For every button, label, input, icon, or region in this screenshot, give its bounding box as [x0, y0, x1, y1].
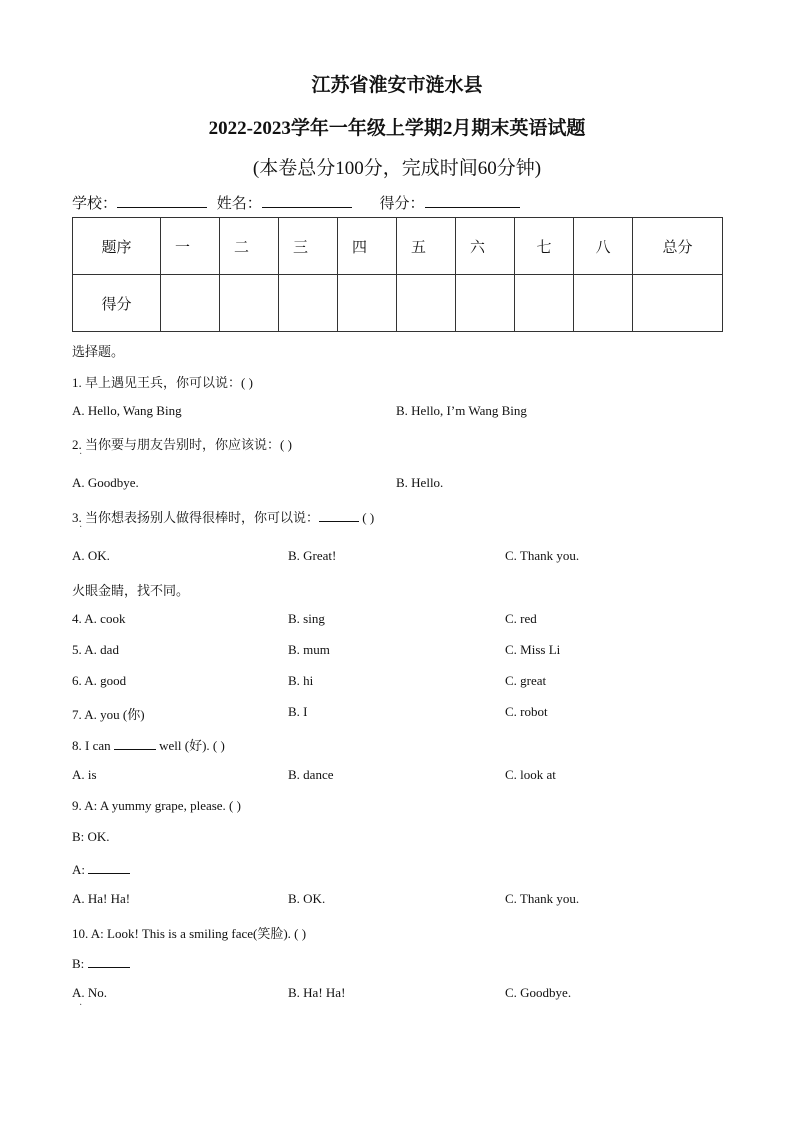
title-line-1: 江苏省淮安市涟水县 [311, 75, 483, 96]
q7-option-a: 7. A. you (你) [72, 707, 145, 722]
q4-option-a: 4. A. cook [72, 611, 126, 626]
q7-option-b: B. I [288, 704, 308, 719]
q2-option-b: B. Hello. [396, 475, 444, 490]
name-blank[interactable] [262, 194, 352, 208]
student-info-line [72, 192, 520, 213]
q9-option-a: A. Ha! Ha! [72, 891, 131, 906]
q8-option-c: C. look at [505, 767, 556, 782]
q3-option-a: A. OK. [72, 548, 110, 563]
header-cell: 总分 [633, 218, 723, 275]
score-table-header-row [73, 218, 723, 275]
q3-stem-text: 3. 当你想表扬别人做得很棒时，你可以说： [72, 510, 320, 525]
header-cell: 七 [515, 218, 574, 275]
score-table-score-row [73, 275, 723, 332]
q9-option-c: C. Thank you. [505, 891, 580, 906]
score-label: 得分： [379, 196, 425, 212]
header-cell: 六 [456, 218, 515, 275]
q9-option-b: B. OK. [288, 891, 326, 906]
q3-stem [72, 507, 374, 526]
score-blank[interactable] [425, 194, 520, 208]
q10-option-a: A. No. [72, 985, 108, 1000]
score-cell[interactable] [220, 275, 279, 332]
q9-speaker: A: [72, 862, 89, 877]
q8-option-a: A. is [72, 767, 97, 782]
score-cell[interactable] [574, 275, 633, 332]
header-cell: 四 [338, 218, 397, 275]
header-cell: 题序 [73, 218, 161, 275]
school-blank[interactable] [117, 194, 207, 208]
q8-option-b: B. dance [288, 767, 334, 782]
q6-option-a: 6. A. good [72, 673, 127, 688]
q4-option-b: B. sing [288, 611, 325, 626]
q8-stem [72, 735, 225, 754]
q10-speaker: B: [72, 956, 88, 971]
score-cell[interactable] [161, 275, 220, 332]
q3-option-c: C. Thank you. [505, 548, 580, 563]
q10-option-b: B. Ha! Ha! [288, 985, 346, 1000]
q1-stem: 1. 早上遇见王兵，你可以说：( ) [72, 375, 253, 390]
score-cell[interactable] [338, 275, 397, 332]
q2-option-a: A. Goodbye. [72, 475, 139, 490]
bullet-mark: · [79, 1000, 83, 1011]
header-cell: 五 [397, 218, 456, 275]
q5-option-c: C. Miss Li [505, 642, 561, 657]
q4-option-c: C. red [505, 611, 537, 626]
q1-option-a: A. Hello, Wang Bing [72, 403, 182, 418]
q3-stem-paren: ( ) [359, 510, 375, 525]
header-cell: 三 [279, 218, 338, 275]
score-cell[interactable] [456, 275, 515, 332]
school-label: 学校： [72, 196, 118, 212]
q8-stem-rest: well (好). ( ) [155, 738, 225, 753]
header-cell: 八 [574, 218, 633, 275]
q8-answer-blank[interactable] [114, 736, 156, 750]
name-label: 姓名： [216, 196, 262, 212]
q3-option-b: B. Great! [288, 548, 337, 563]
subtitle: (本卷总分100分，完成时间60分钟) [252, 158, 542, 179]
q9-dialogue-blank-line [72, 860, 130, 878]
q9-dialogue-line: B: OK. [72, 829, 110, 844]
bullet-mark: · [79, 522, 83, 533]
header-cell: 一 [161, 218, 220, 275]
q10-answer-blank[interactable] [88, 954, 130, 968]
bullet-mark: · [79, 449, 83, 460]
q10-stem: 10. A: Look! This is a smiling face(笑脸). ( ) [72, 926, 307, 941]
score-table [72, 217, 723, 332]
q5-option-b: B. mum [288, 642, 330, 657]
q9-answer-blank[interactable] [88, 860, 130, 874]
score-cell[interactable] [397, 275, 456, 332]
q8-stem-text: 8. I can [72, 738, 114, 753]
q7-option-c: C. robot [505, 704, 548, 719]
score-cell[interactable] [633, 275, 723, 332]
section2-heading: 火眼金睛，找不同。 [72, 583, 190, 598]
score-cell[interactable] [515, 275, 574, 332]
q10-dialogue-blank-line [72, 954, 130, 972]
q6-option-b: B. hi [288, 673, 314, 688]
score-cell[interactable] [279, 275, 338, 332]
header-cell: 二 [220, 218, 279, 275]
title-line-2: 2022-2023学年一年级上学期2月期末英语试题 [208, 118, 586, 139]
q3-answer-blank[interactable] [319, 508, 359, 522]
q6-option-c: C. great [505, 673, 547, 688]
q9-stem: 9. A: A yummy grape, please. ( ) [72, 798, 241, 813]
q2-stem: 2. 当你要与朋友告别时，你应该说：( ) [72, 437, 292, 452]
q5-option-a: 5. A. dad [72, 642, 119, 657]
section1-heading: 选择题。 [72, 344, 125, 359]
q1-option-b: B. Hello, I’m Wang Bing [396, 403, 527, 418]
q10-option-c: C. Goodbye. [505, 985, 572, 1000]
row-label: 得分 [73, 275, 161, 332]
